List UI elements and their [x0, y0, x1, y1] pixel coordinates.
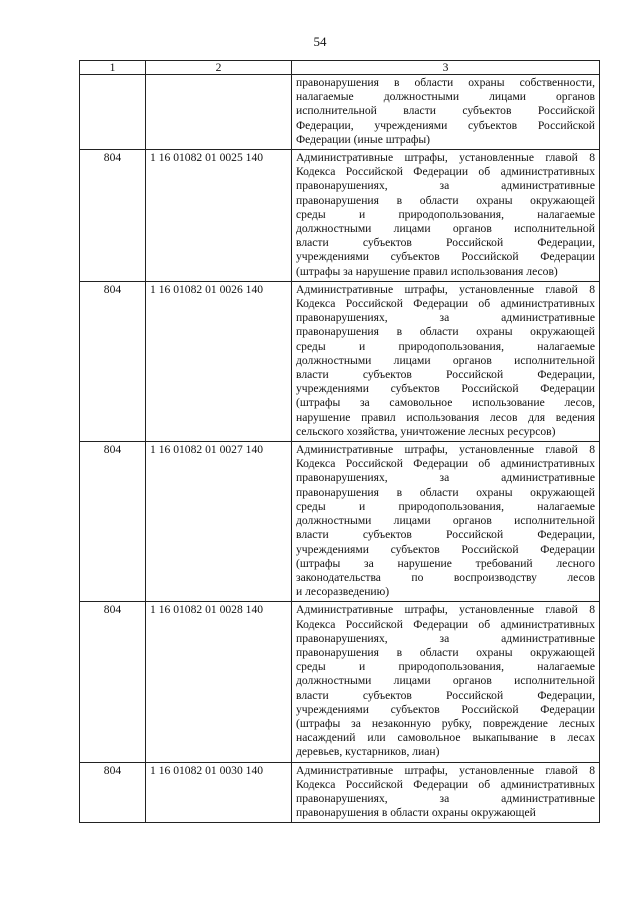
- description-line: (штрафы за нарушение правил использования лесов): [296, 264, 558, 278]
- description-line: (штрафы за нарушение требований лесного: [296, 556, 595, 570]
- description-line: правонарушениях, за административные: [296, 471, 595, 485]
- kbk-code-cell: 1 16 01082 01 0030 140: [146, 762, 292, 823]
- table-row: [80, 762, 600, 823]
- description-line: правонарушениях, за административные: [296, 791, 595, 805]
- description-line: учреждениями субъектов Российской Федерации: [296, 542, 595, 556]
- description-line: власти субъектов Российской Федерации,: [296, 368, 595, 382]
- kbk-code-cell: 1 16 01082 01 0026 140: [146, 281, 292, 441]
- description-line: налагаемые должностными лицами органов: [296, 90, 595, 104]
- kbk-code-cell: 1 16 01082 01 0025 140: [146, 150, 292, 282]
- column-header-1: 1: [80, 61, 146, 75]
- description-line: власти субъектов Российской Федерации,: [296, 688, 595, 702]
- fines-table: [79, 60, 600, 823]
- description-line: правонарушения в области охраны окружающей: [296, 325, 595, 339]
- description-line: среды и природопользования, налагаемые: [296, 207, 595, 221]
- kbk-code-cell: 1 16 01082 01 0028 140: [146, 602, 292, 762]
- description-line: нарушение правил использования лесов для ведения: [296, 410, 595, 424]
- description-line: (штрафы за незаконную рубку, повреждение лесных: [296, 716, 595, 730]
- description-line: учреждениями субъектов Российской Федерации: [296, 250, 595, 264]
- page-number: 54: [313, 34, 327, 49]
- description-line: среды и природопользования, налагаемые: [296, 499, 595, 513]
- admin-code-cell: 804: [80, 150, 146, 282]
- empty-cell: [146, 75, 292, 150]
- description-line: правонарушения в области охраны окружающей: [296, 193, 595, 207]
- description-line: сельского хозяйства, уничтожение лесных ресурсов): [296, 424, 556, 438]
- column-header-3: 3: [292, 61, 600, 75]
- description-line: учреждениями субъектов Российской Федерации: [296, 702, 595, 716]
- table-body: [80, 75, 600, 823]
- description-cell: [292, 75, 600, 150]
- empty-cell: [80, 75, 146, 150]
- table-row: [80, 150, 600, 282]
- description-line: и лесоразведению): [296, 585, 390, 599]
- description-line: власти субъектов Российской Федерации,: [296, 236, 595, 250]
- description-cell: [292, 762, 600, 823]
- description-line: Федерации, учреждениями субъектов Российской: [296, 118, 595, 132]
- admin-code-cell: 804: [80, 762, 146, 823]
- admin-code-cell: 804: [80, 281, 146, 441]
- description-line: правонарушения в области охраны собственности,: [296, 76, 595, 89]
- admin-code-cell: 804: [80, 442, 146, 602]
- description-cell: [292, 281, 600, 441]
- description-cell: [292, 150, 600, 282]
- description-line: власти субъектов Российской Федерации,: [296, 528, 595, 542]
- description-line: Административные штрафы, установленные главой 8: [296, 603, 595, 617]
- description-cell: [292, 442, 600, 602]
- description-line: должностными лицами органов исполнительной: [296, 514, 595, 528]
- column-header-2: 2: [146, 61, 292, 75]
- description-line: деревьев, кустарников, лиан): [296, 745, 440, 759]
- kbk-code-cell: 1 16 01082 01 0027 140: [146, 442, 292, 602]
- table-row: [80, 442, 600, 602]
- table-row: [80, 602, 600, 762]
- description-line: Административные штрафы, установленные главой 8: [296, 282, 595, 296]
- description-line: Федерации (иные штрафы): [296, 132, 430, 146]
- description-line: Кодекса Российской Федерации об административных: [296, 777, 595, 791]
- table-row: [80, 281, 600, 441]
- description-line: Кодекса Российской Федерации об административных: [296, 457, 595, 471]
- description-line: правонарушениях, за административные: [296, 179, 595, 193]
- description-line: учреждениями субъектов Российской Федерации: [296, 382, 595, 396]
- table-header-row: [80, 61, 600, 75]
- description-line: правонарушения в области охраны окружающей: [296, 806, 536, 820]
- description-line: среды и природопользования, налагаемые: [296, 660, 595, 674]
- description-line: Кодекса Российской Федерации об административных: [296, 617, 595, 631]
- continuation-row: [80, 75, 600, 150]
- description-line: правонарушениях, за административные: [296, 631, 595, 645]
- description-line: Административные штрафы, установленные главой 8: [296, 443, 595, 457]
- description-line: законодательства по воспроизводству лесов: [296, 570, 595, 584]
- description-line: правонарушения в области охраны окружающей: [296, 485, 595, 499]
- description-cell: [292, 602, 600, 762]
- description-line: среды и природопользования, налагаемые: [296, 339, 595, 353]
- description-line: Кодекса Российской Федерации об административных: [296, 297, 595, 311]
- description-line: Кодекса Российской Федерации об административных: [296, 165, 595, 179]
- description-line: должностными лицами органов исполнительной: [296, 353, 595, 367]
- description-line: должностными лицами органов исполнительной: [296, 222, 595, 236]
- admin-code-cell: 804: [80, 602, 146, 762]
- description-line: исполнительной власти субъектов Российской: [296, 104, 595, 118]
- description-line: (штрафы за самовольное использование лесов,: [296, 396, 595, 410]
- description-line: должностными лицами органов исполнительной: [296, 674, 595, 688]
- description-line: Административные штрафы, установленные главой 8: [296, 763, 595, 777]
- description-line: Административные штрафы, установленные главой 8: [296, 151, 595, 165]
- description-line: правонарушения в области охраны окружающей: [296, 645, 595, 659]
- description-line: насаждений или самовольное выкапывание в лесах: [296, 731, 595, 745]
- description-line: правонарушениях, за административные: [296, 311, 595, 325]
